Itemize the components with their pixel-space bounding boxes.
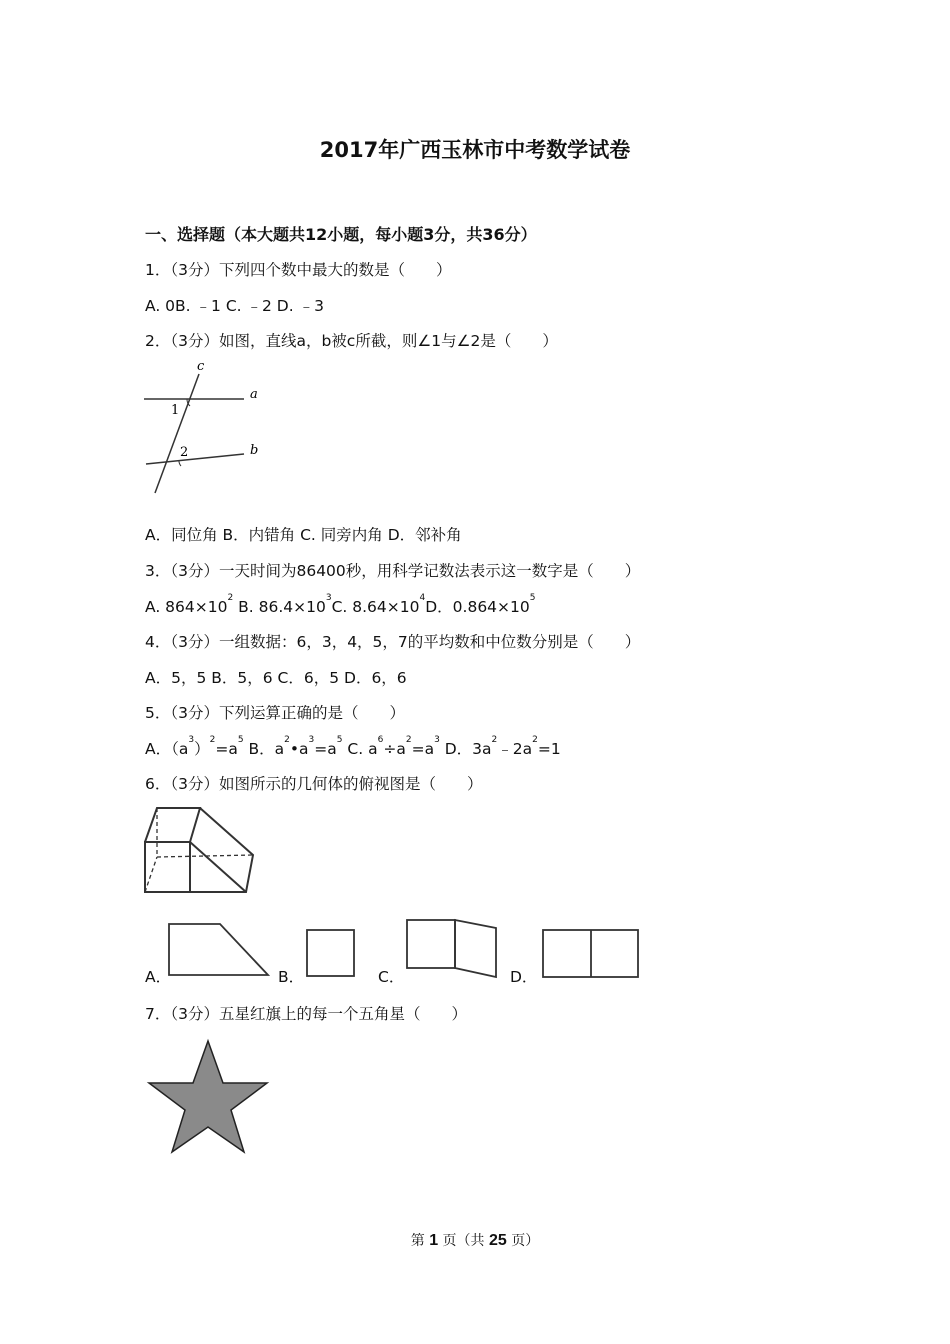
question-6-option-a-figure (160, 920, 275, 980)
section-heading: 一、选择题（本大题共12小题，每小题3分，共36分） (145, 225, 537, 244)
page-title: 2017年广西玉林市中考数学试卷 (319, 138, 631, 162)
question-6-option-b-figure (300, 925, 360, 980)
question-5-stem: 5．（3分）下列运算正确的是（ ） (145, 704, 405, 722)
question-6-option-a-label: A． (145, 968, 172, 986)
question-5-options: A．$(a^3)^2=a^5$ B．$a^2•a^3=a^5$ C. $a^6\div a^2=a^3$ D．$3a^2﹣2a^2=1$ (145, 735, 561, 758)
question-6-option-c-figure (400, 915, 502, 980)
fig-label-a: a (250, 387, 258, 402)
question-3-stem: 3．（3分）一天时间为86400秒，用科学记数法表示这一数字是（ ） (145, 562, 641, 580)
question-4-options: A．5，5 B．5，6 C．6，5 D．6，6 (145, 669, 407, 687)
question-6-stem: 6．（3分）如图所示的几何体的俯视图是（ ） (145, 775, 483, 793)
question-2-stem: 2．（3分）如图，直线a，b被c所截，则∠1与∠2是（ ） (145, 332, 558, 350)
fig-label-b: b (250, 443, 259, 458)
page-footer: 第 1 页（共 25 页） (410, 1232, 540, 1249)
question-4-stem: 4．（3分）一组数据：6，3，4，5，7的平均数和中位数分别是（ ） (145, 633, 641, 651)
question-6-option-d-figure (536, 925, 646, 980)
question-2-figure (140, 358, 270, 498)
question-6-solid-figure (140, 800, 260, 900)
question-1-options: A. 0B. ﹣1 C. ﹣2 D. ﹣3 (145, 297, 324, 315)
page-number: 1 (429, 1232, 439, 1249)
page-total: 25 (489, 1232, 507, 1249)
question-2-options: A．同位角 B．内错角 C. 同旁内角 D．邻补角 (145, 526, 462, 544)
question-7-star-figure (140, 1035, 275, 1170)
fig-label-c: c (197, 359, 205, 374)
question-7-stem: 7．（3分）五星红旗上的每一个五角星（ ） (145, 1005, 467, 1023)
fig-label-angle-1: 1 (171, 403, 180, 418)
question-6-option-b-label: B． (278, 968, 305, 986)
question-6-option-d-label: D． (510, 968, 538, 986)
fig-label-angle-2: 2 (180, 445, 189, 460)
question-1-stem: 1．（3分）下列四个数中最大的数是（ ） (145, 261, 452, 279)
question-6-option-c-label: C． (378, 968, 405, 986)
question-3-options: A. $864\times 10^2$ B. $86.4\times 10^3C$. $8.64\times 10^4D$．$0.864\times 10^5$ (145, 593, 536, 616)
